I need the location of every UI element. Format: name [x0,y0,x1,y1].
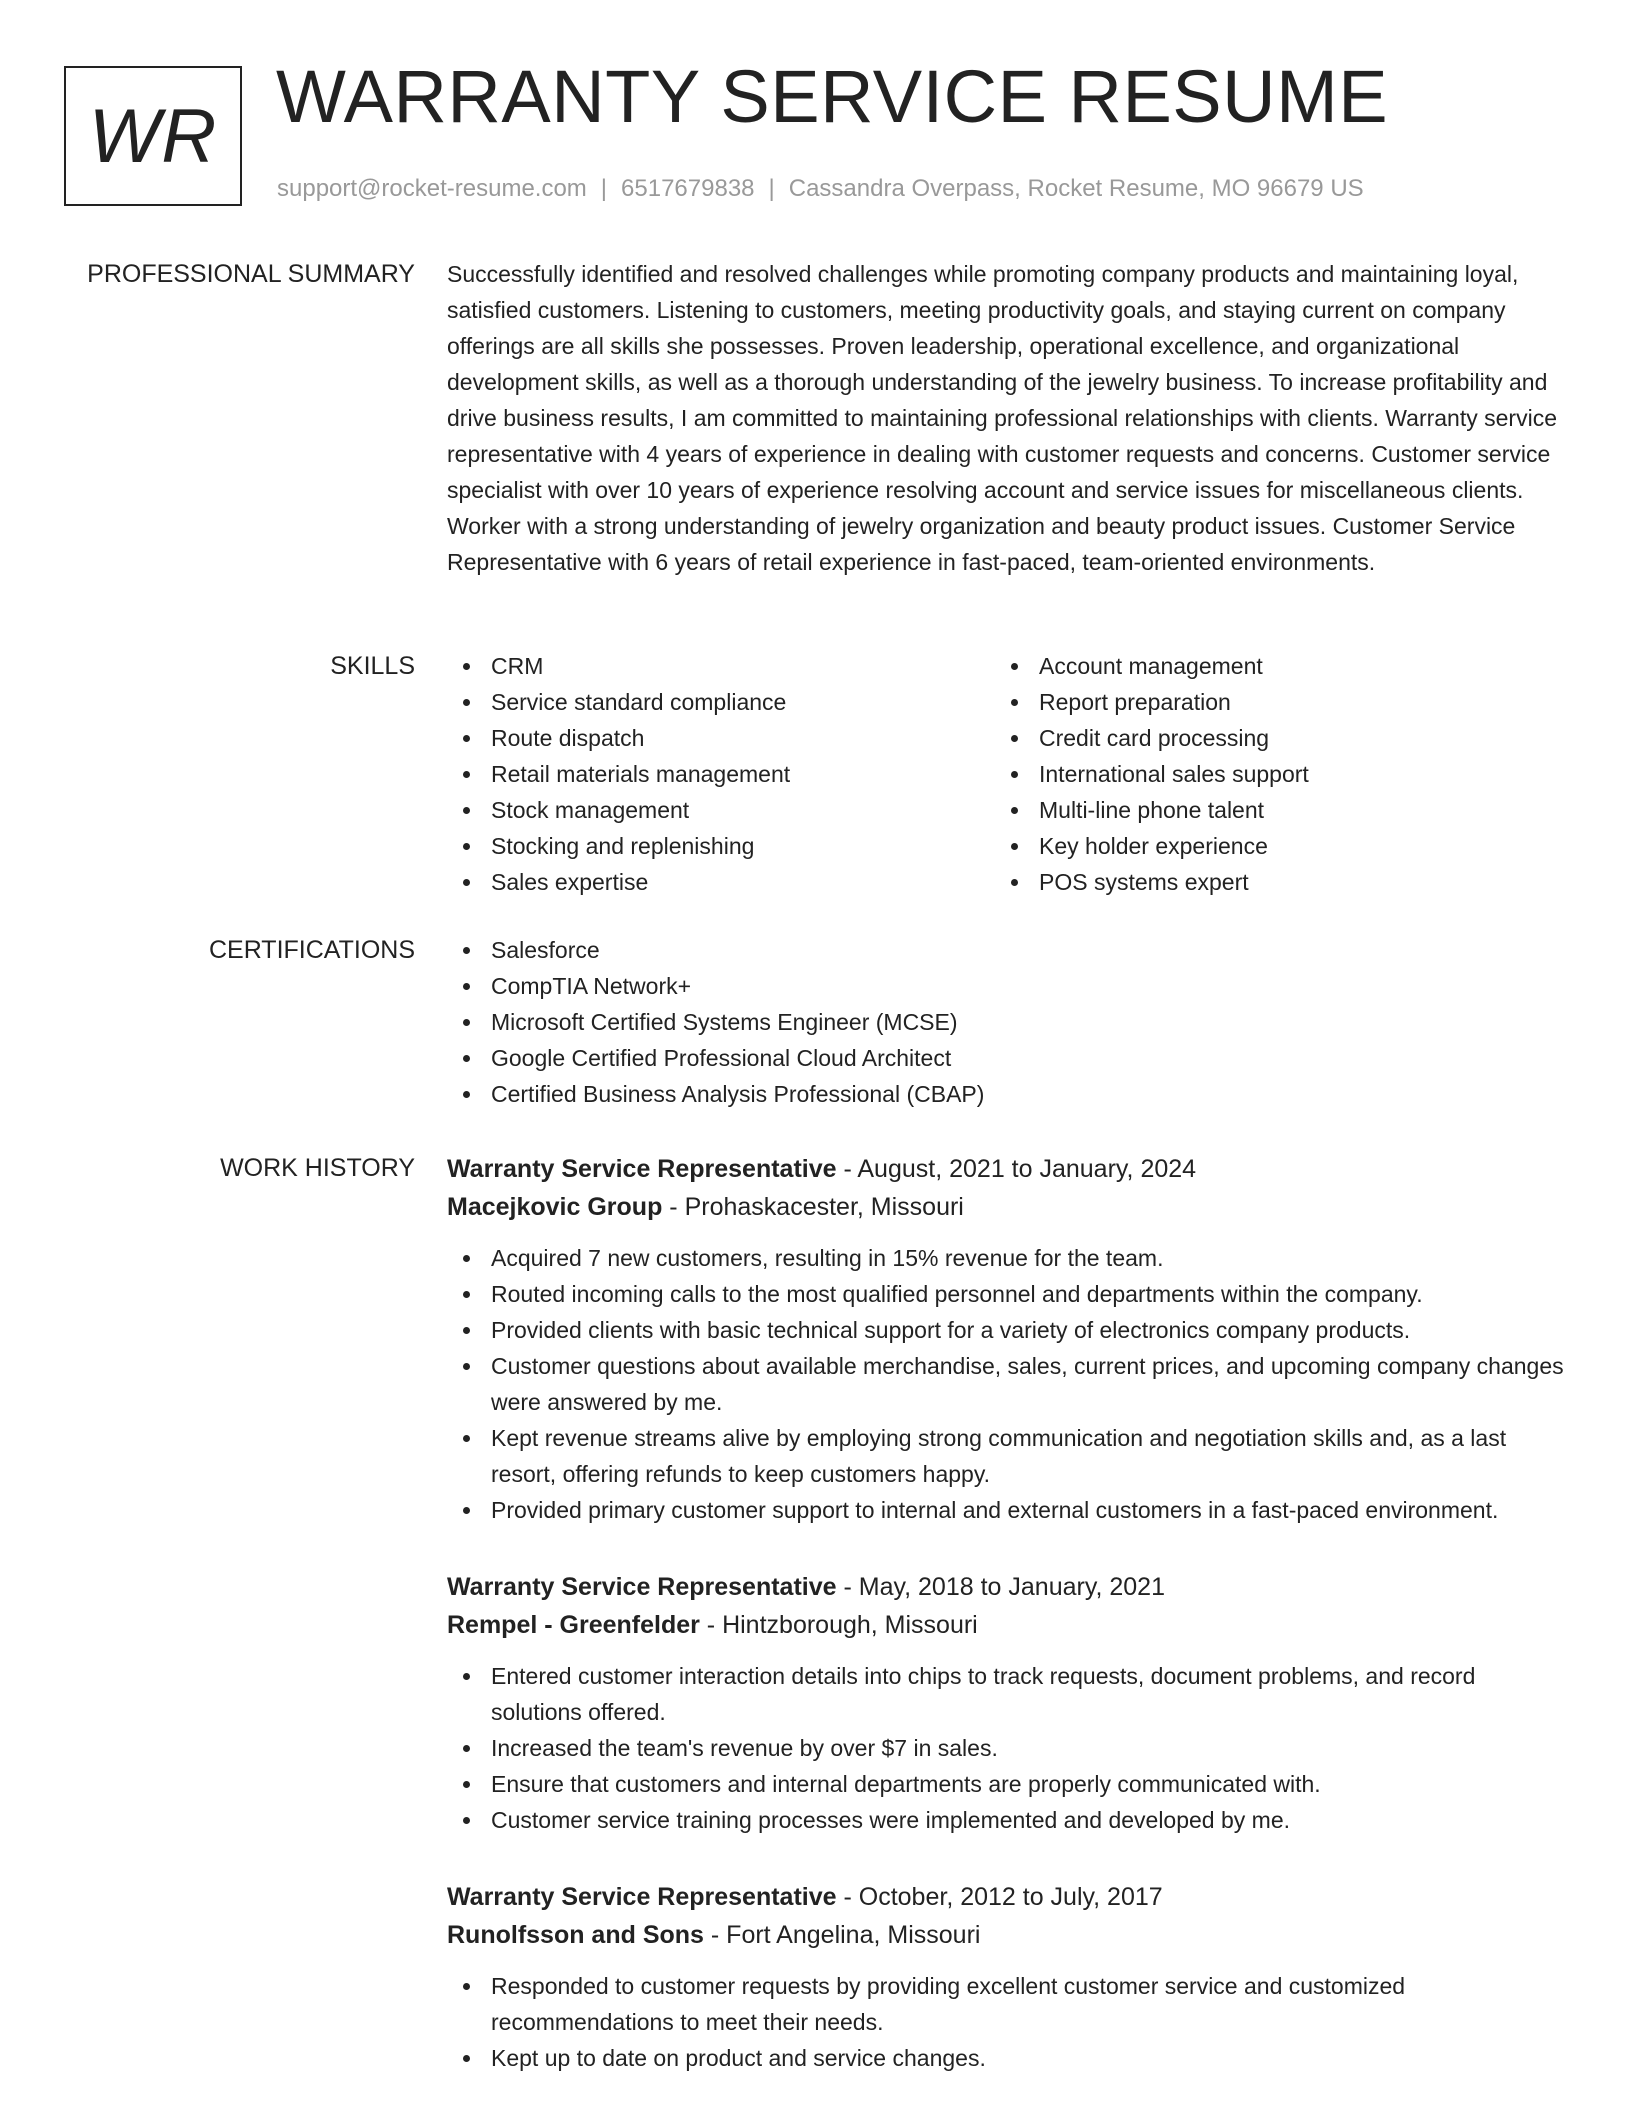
skill-item: Account management [995,648,1543,684]
job-bullets [447,1968,1565,2076]
certification-item: Certified Business Analysis Professional (CBAP) [447,1076,1565,1112]
job-title: Warranty Service Representative [447,1155,837,1183]
skill-item: International sales support [995,756,1543,792]
page-title: WARRANTY SERVICE RESUME [276,55,1389,138]
job-company-line [447,1916,1565,1954]
job-dates: - May, 2018 to January, 2021 [836,1573,1165,1601]
certification-item: Salesforce [447,932,1565,968]
job-bullets [447,1240,1565,1528]
job-dates: - August, 2021 to January, 2024 [836,1155,1197,1183]
certifications-list [447,932,1565,1112]
job-entry [447,1878,1565,2076]
skill-item: Service standard compliance [447,684,995,720]
skills-body [447,648,1565,900]
skills-heading: SKILLS [330,652,415,680]
job-bullet: Responded to customer requests by providing excellent customer service and customized recommendations to meet their needs. [447,1968,1565,2040]
job-location: - Fort Angelina, Missouri [703,1921,981,1949]
skill-item: Retail materials management [447,756,995,792]
work-history-heading: WORK HISTORY [220,1154,415,1182]
skill-item: Route dispatch [447,720,995,756]
skill-item: Key holder experience [995,828,1543,864]
job-company-line [447,1606,1565,1644]
monogram-logo: WR [64,66,242,206]
skill-item: Stock management [447,792,995,828]
job-company: Rempel - Greenfelder [447,1611,700,1639]
skill-item: Multi-line phone talent [995,792,1543,828]
skill-item: Report preparation [995,684,1543,720]
job-title-line [447,1150,1565,1188]
job-bullet: Increased the team's revenue by over $7 in sales. [447,1730,1565,1766]
job-bullet: Routed incoming calls to the most qualified personnel and departments within the company. [447,1276,1565,1312]
job-company: Macejkovic Group [447,1193,663,1221]
certification-item: Microsoft Certified Systems Engineer (MCSE) [447,1004,1565,1040]
job-entry [447,1150,1565,1528]
job-title-line [447,1568,1565,1606]
job-company-line [447,1188,1565,1226]
job-bullet: Customer service training processes were implemented and developed by me. [447,1802,1565,1838]
contact-line [277,175,1364,203]
work-history-body [447,1150,1565,2112]
summary-heading: PROFESSIONAL SUMMARY [87,260,415,288]
skill-item: Sales expertise [447,864,995,900]
job-bullet: Acquired 7 new customers, resulting in 15% revenue for the team. [447,1240,1565,1276]
job-title-line [447,1878,1565,1916]
job-bullet: Provided clients with basic technical support for a variety of electronics company products. [447,1312,1565,1348]
contact-separator: | [768,175,775,202]
job-company: Runolfsson and Sons [447,1921,704,1949]
job-bullet: Kept revenue streams alive by employing strong communication and negotiation skills and, as a last resort, offering refunds to keep customers happy. [447,1420,1565,1492]
job-location: - Prohaskacester, Missouri [662,1193,964,1221]
skill-item: CRM [447,648,995,684]
job-dates: - October, 2012 to July, 2017 [836,1883,1163,1911]
certifications-body [447,932,1565,1112]
skills-list-right [995,648,1543,900]
job-bullet: Provided primary customer support to internal and external customers in a fast-paced environment. [447,1492,1565,1528]
certification-item: CompTIA Network+ [447,968,1565,1004]
contact-email: support@rocket-resume.com [277,175,587,202]
summary-text: Successfully identified and resolved challenges while promoting company products and maintaining loyal, satisfied customers. Listening to customers, meeting productivity goals, and staying current on company offerings are all skills she possesses. Proven leadership, operational excellence, and organizational development skills, as well as a thorough understanding of the jewelry business. To increase profitability and drive business results, I am committed to maintaining professional relationships with clients. Warranty service representative with 4 years of experience in dealing with customer requests and concerns. Customer service specialist with over 10 years of experience resolving account and service issues for miscellaneous clients. Worker with a strong understanding of jewelry organization and beauty product issues. Customer Service Representative with 6 years of retail experience in fast-paced, team-oriented environments. [447,261,1557,575]
skills-list-left [447,648,995,900]
summary-body [447,256,1565,580]
job-bullet: Ensure that customers and internal departments are properly communicated with. [447,1766,1565,1802]
job-location: - Hintzborough, Missouri [699,1611,978,1639]
job-title: Warranty Service Representative [447,1883,837,1911]
contact-address: Cassandra Overpass, Rocket Resume, MO 96679 US [788,175,1364,202]
job-title: Warranty Service Representative [447,1573,837,1601]
contact-phone: 6517679838 [621,175,755,202]
certifications-heading: CERTIFICATIONS [208,936,415,964]
job-bullet: Kept up to date on product and service changes. [447,2040,1565,2076]
skill-item: Credit card processing [995,720,1543,756]
contact-separator: | [600,175,608,202]
job-bullet: Entered customer interaction details into chips to track requests, document problems, and record solutions offered. [447,1658,1565,1730]
job-bullets [447,1658,1565,1838]
job-entry [447,1568,1565,1838]
skill-item: POS systems expert [995,864,1543,900]
job-bullet: Customer questions about available merchandise, sales, current prices, and upcoming company changes were answered by me. [447,1348,1565,1420]
certification-item: Google Certified Professional Cloud Architect [447,1040,1565,1076]
skill-item: Stocking and replenishing [447,828,995,864]
